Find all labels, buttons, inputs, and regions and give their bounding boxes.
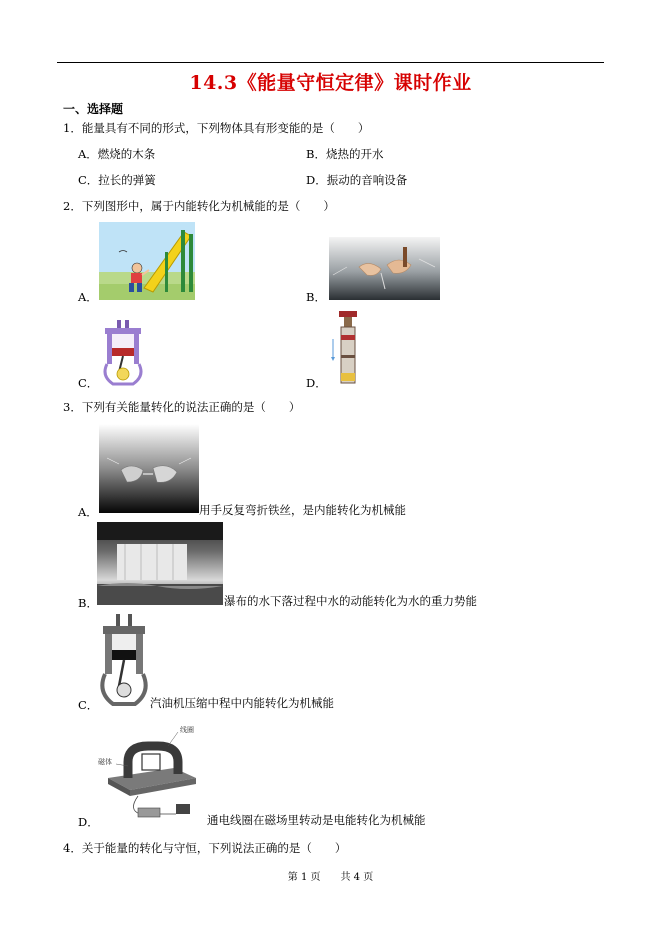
question-1-option-a: A．燃烧的木条 (78, 147, 156, 161)
question-3-option-c-text: 汽油机压缩中程中内能转化为机械能 (150, 696, 334, 710)
question-2-stem: 2．下列图形中，属于内能转化为机械能的是（ ） (63, 199, 335, 213)
document-title: 14.3《能量守恒定律》课时作业 (189, 72, 472, 94)
question-1-option-b: B．烧热的开水 (306, 147, 384, 161)
engine-cylinder-image (99, 320, 147, 387)
question-1-option-d: D．振动的音响设备 (306, 173, 408, 187)
question-3-option-c-label: C． (78, 698, 99, 712)
question-3-option-d-text: 通电线圈在磁场里转动是电能转化为机械能 (207, 813, 426, 827)
question-1-option-c: C．拉长的弹簧 (78, 173, 156, 187)
coil-label: 线圈 (180, 726, 194, 734)
question-4-stem: 4．关于能量的转化与守恒，下列说法正确的是（ ） (63, 841, 347, 855)
bending-wire-image (99, 424, 199, 513)
header-rule (57, 62, 604, 63)
question-3-option-d-label: D． (78, 815, 99, 829)
slide-child-image (99, 222, 195, 300)
waterfall-image (97, 522, 223, 605)
question-3-option-b-label: B． (78, 596, 98, 610)
question-3-stem: 3．下列有关能量转化的说法正确的是（ ） (63, 400, 301, 414)
motor-coil-image (98, 720, 206, 826)
question-2-option-d-label: D． (306, 376, 327, 390)
question-3-option-a-label: A． (78, 505, 98, 519)
magnet-label: 磁体 (98, 758, 112, 766)
fire-piston-image (329, 309, 367, 387)
question-3-option-a-text: 用手反复弯折铁丝，是内能转化为机械能 (199, 503, 406, 517)
section-heading: 一、选择题 (63, 102, 124, 116)
page-footer: 第 1 页 共 4 页 (287, 872, 374, 883)
question-2-option-c-label: C． (78, 376, 99, 390)
question-2-option-b-label: B． (306, 290, 326, 304)
question-1-stem: 1．能量具有不同的形式，下列物体具有形变能的是（ ） (63, 121, 370, 135)
question-3-option-b-text: 瀑布的水下落过程中水的动能转化为水的重力势能 (224, 594, 477, 608)
question-2-option-a-label: A． (78, 290, 98, 304)
hands-rubbing-image (329, 237, 440, 300)
gasoline-engine-image (99, 614, 149, 710)
